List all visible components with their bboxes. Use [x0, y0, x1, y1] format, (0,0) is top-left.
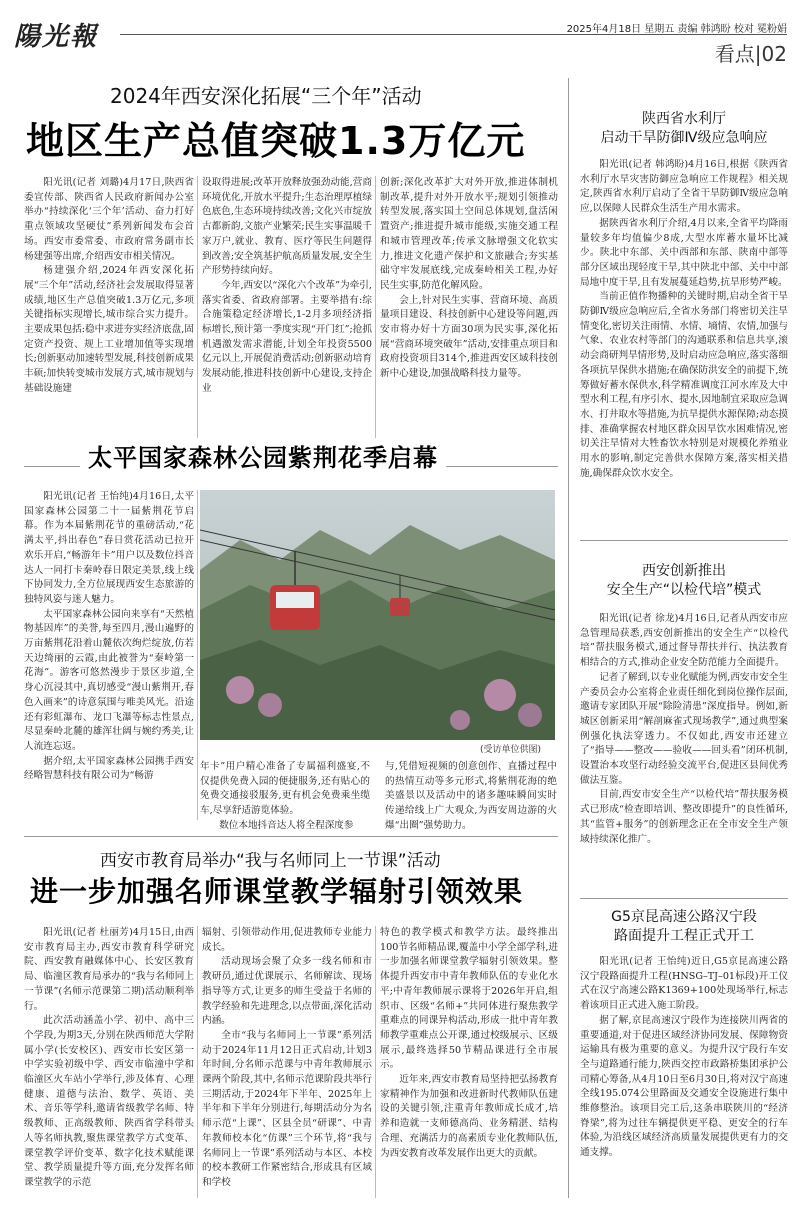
article1-kicker: 2024年西安深化拓展“三个年”活动	[110, 84, 422, 108]
article1-col1	[24, 176, 194, 461]
article1-col3-p1: 创新;深化改革扩大对外开放,推进体制机制改革,提升对外开放水平;规划引领推动转型发展,落实国土空间总体规划,盘活闲置资产;推进提升城市能级,实施交通工程和城市管理改革;传承文脉增强文化软实力,推进文化遗产保护和文旅融合;夯实基础守牢发展底线,完成秦岭相关工程,办好民生实事,防范化解风险。	[380, 177, 558, 291]
section-label: 看点|02	[714, 42, 787, 66]
side3-p1: 阳光讯(记者 王怡纯)近日,G5京昆高速公路汉宁段路面提升工程(HNSG–TJ–01标段)开工仪式在汉宁高速公路K1369+100处现场举行,标志着该项目正式进入施工阶段。	[580, 956, 788, 1012]
sidebar-section-divider	[580, 540, 788, 541]
side2-p2: 记者了解到,以专业化赋能为例,西安市安全生产委员会办公室将企业责任细化到岗位操作层面,邀请专家团队开展“除险清患”深度指导。例如,新城区创新采用“解剖麻雀式现场教学”,通过典型案例强化执法穿透力。不仅如此,西安市还建立了“指导——整改——验收——回头看”闭环机制,设置治本攻坚行动经验交流平台,促进区县间优秀做法互鉴。	[580, 671, 788, 786]
side1-body	[580, 158, 788, 536]
column-divider	[197, 176, 198, 461]
article3-kicker: 西安市教育局举办“我与名师同上一节课”活动	[100, 851, 441, 871]
sidebar-section-divider	[580, 898, 788, 899]
article3-col2-p3: 全市“我与名师同上一节课”系列活动于2024年11月12日正式启动,计划3年时间,分名师示范课与中青年教师展示课两个阶段,其中,名师示范课阶段共举行三期活动,于2024年下半年、2025年上半年和下半年分别进行,每期活动分为名师示范“上课”、区县全员“研课”、中青年教师校本化“仿课”三个环节,将“我与名师同上一节课”系列活动与本区、本校的校本教研工作紧密结合,形成具有区域和学校	[202, 1029, 372, 1188]
masthead-rule	[120, 34, 787, 35]
side3-headline	[580, 908, 788, 946]
side3-body	[580, 955, 788, 1198]
side1-p1: 阳光讯(记者 韩鸿盼)4月16日,根据《陕西省水利厅水旱灾害防御应急响应工作规程》相关规定,陕西省水利厅启动了全省干旱防御Ⅳ级应急响应,以保障人民群众生活生产用水需求。	[580, 159, 788, 215]
article2-col2-p1: 年卡”用户精心准备了专属福利盛宴,不仅提供免费入园的便捷服务,还有贴心的免费交通接驳服务,更有机会免费乘坐缆车,尽享舒适游览体验。	[200, 761, 370, 817]
side2-headline	[580, 562, 788, 600]
dateline: 2025年4月18日 星期五 责编 韩鸿盼 校对 冕粉娟	[566, 24, 787, 35]
side1-p3: 当前正值作物播种的关键时期,启动全省干旱防御Ⅳ级应急响应后,全省水务部门将密切关注旱情变化,密切关注雨情、水情、墒情、农情,加强与气象、农业农村等部门的沟通联系和信息共享,滚动会商研判旱情形势,及时启动应急响应,落实落细各项抗旱保供水措施;在确保防洪安全的前提下,统筹做好蓄水保供水,科学精准调度江河水库及大中型水利工程,有序引水、提水,因地制宜采取应急调水、打井取水等措施,为抗旱提供水源保障;动态摸排、准确掌握农村地区群众因旱饮水困难情况,密切关注旱情对大牲畜饮水特别是对规模化养殖业用水的影响,制定完善供水保障方案,落实相关措施,确保群众饮水安全。	[580, 291, 788, 479]
article2-col2-p2: 数位本地抖音达人将全程深度参	[219, 819, 354, 830]
article2-col1-p2: 太平国家森林公园向来享有“天然植物基因库”的美誉,每至四月,漫山遍野的万亩紫荆花沿着山麓依次绚烂绽放,仿若天边绮丽的云霞,由此被誉为“秦岭第一花海”。游客可悠然漫步于景区步道,全身心沉浸其中,真切感受“漫山紫荆开,春色入画来”的诗意氛围与唯美风光。沿途还有彩虹瀑布、龙口飞瀑等标志性景点,尽显秦岭北麓的雄浑壮阔与婉约秀美,让人流连忘返。	[24, 608, 194, 752]
sidebar-divider	[568, 78, 569, 1198]
photo-caption: (受访单位供图)	[480, 745, 542, 755]
article3-col1-p2: 此次活动涵盖小学、初中、高中三个学段,为期3天,分别在陕西师范大学附属小学(长安校区)、西安市长安区第一中学实验初级中学、西安市临潼中学和临潼区火车站小学举行,涉及体育、心理健康、道德与法治、数学、英语、美术、音乐等学科,邀请省级教学名师、特级教师、正高级教师、陕西省学科带头人等名师执教,聚焦课堂教学方式变革、课堂教学评价变革、数字化技术赋能课堂、教学质量提升等方面,充分发挥名师课堂教学的示范	[24, 1015, 194, 1188]
article3-col3	[380, 926, 558, 1198]
newspaper-logo: 陽光報	[14, 22, 99, 52]
article3-col3-p1: 特色的教学模式和教学方法。最终推出100节名师精品课,覆盖中小学全部学科,进一步加强名师课堂教学辐射引领效果。整体提升西安市中青年教师队伍的专业化水平;中青年教师展示课将于2026年开启,组织市、区级“名师+”共同体进行聚焦教学重难点的同课异构活动,形成一批中青年教师教学重难点公开课,通过校级展示、区级展示,最终选择50节精品课进行全市展示。	[380, 927, 558, 1071]
article3-col1-p1: 阳光讯(记者 杜丽芳)4月15日,由西安市教育局主办,西安市教育科学研究院、西安教育融媒体中心、长安区教育局、临潼区教育局承办的“我与名师同上一节课”(名师示范课第二期)活动顺利举行。	[24, 927, 194, 1012]
article3-col2-p1: 辐射、引领带动作用,促进教师专业能力成长。	[202, 927, 372, 953]
article1-headline: 地区生产总值突破1.3万亿元	[26, 119, 526, 163]
article2-col1-p1: 阳光讯(记者 王怡纯)4月16日,太平国家森林公园第二十一届紫荆花节启幕。作为本届紫荆花节的重磅活动,“花满太平,抖出春色”春日赏花活动已拉开欢乐开启,“畅游年卡”用户以及数位抖音达人一同打卡秦岭春日限定美景,线上线下协同发力,全方位展现西安生态旅游的独特风姿与迷人魅力。	[24, 491, 194, 605]
mountain-cable-car-image	[200, 490, 555, 740]
article2-headline: 太平国家森林公园紫荆花季启幕	[80, 438, 446, 473]
article3-col1	[24, 926, 194, 1198]
side1-headline-line2: 启动干旱防御Ⅳ级应急响应	[600, 129, 768, 146]
article2-col1	[24, 490, 194, 820]
side3-headline-line2: 路面提升工程正式开工	[614, 927, 754, 944]
cable-car-photo	[200, 490, 555, 740]
article3-col2-p2: 活动现场会聚了众多一线名师和市教研员,通过优课展示、名师解读、现场指导等方式,让更多的师生受益于名师的教学经验和先进理念,以点带面,深化活动内涵。	[202, 956, 372, 1027]
column-divider	[197, 926, 198, 1198]
side1-p2: 据陕西省水利厅介绍,4月以来,全省平均降雨量较多年均值偏少8成,大型水库蓄水量坏比减少。陕北中东部、关中西部和东部、陕南中部等部分区域出现轻度干旱,其中陕北中部、关中中部局地中度干旱,且有发展蔓延趋势,抗旱形势严峻。	[580, 217, 788, 288]
article3-headline: 进一步加强名师课堂教学辐射引领效果	[30, 875, 524, 908]
article1-col2-p1: 设取得进展;改革开放释放强劲动能,营商环境优化,开放水平提升;生态治理厚植绿色底色,生态环境持续改善;文化兴市绽放古都新韵,文旅产业繁荣;民生实事温暖千家万户,就业、教育、医疗等民生问题得到改善;安全筑基护航高质量发展,安全生产形势持续向好。	[202, 177, 372, 277]
article1-col3-p2: 会上,针对民生实事、营商环境、高质量项目建设、科技创新中心建设等问题,西安市将办好十方面30项为民实事,深化拓展“营商环境突破年”活动,安排重点项目和政府投资项目314个,推进西安区域科技创新中心建设,加强战略科技力量等。	[380, 294, 558, 380]
side1-headline-line1: 陕西省水利厅	[642, 111, 726, 127]
article1-col1-p1: 阳光讯(记者 刘璐)4月17日,陕西省委宣传部、陕西省人民政府新闻办公室举办“持续深化‘三个年’活动、奋力打好重点领域攻坚硬仗”系列新闻发布会首场。西安市委常委、市政府常务副市长杨建强等出席,介绍西安市相关情况。	[24, 177, 194, 262]
column-divider	[197, 490, 198, 820]
article2-col3-p1: 与,凭借短视频的创意创作、直播过程中的热情互动等多元形式,将紫荆花海的绝美盛景以及活动中的诸多趣味瞬间实时传递给线上广大观众,为西安周边游的火爆“出圈”强势助力。	[385, 761, 557, 830]
side2-p1: 阳光讯(记者 徐龙)4月16日,记者从西安市应急管理局获悉,西安创新推出的安全生产“以检代培”帮扶服务模式,通过督导帮扶并行、执法教育相结合的方式,推动企业安全防范能力全面提升。	[580, 613, 788, 669]
article2-col1-p3: 据介绍,太平国家森林公园携手西安经略智慧科技有限公司为“畅游	[24, 755, 194, 782]
article3-col2	[202, 926, 372, 1198]
article1-col2-p2: 今年,西安以“深化六个改革”为牵引,落实省委、省政府部署。主要举措有:综合施策稳定经济增长,1-2月多项经济指标增长,预计第一季度实现“开门红”;抢抓机遇激发需求潜能,计划全年投资5500亿元以上,开展促消费活动;创新驱动培育发展动能,推进科技创新中心建设,支持企业	[202, 279, 372, 394]
article1-col3	[380, 176, 558, 461]
side3-p2: 据了解,京昆高速汉宁段作为连接陕川两省的重要通道,对于促进区域经济协同发展、保障物资运输具有极为重要的意义。为提升汉宁段行车安全与道路通行能力,陕西交控市政路桥集团承护公司精心筹备,从4月10日至6月30日,将对汉宁高速全线195.074公里路面及交通安全设施进行集中维修整治。该项目完工后,这条串联陕川的“经济脊梁”,将为过往车辆提供更平稳、更安全的行车体验,为沿线区域经济高质量发展提供更有力的交通支撑。	[580, 1014, 788, 1159]
side2-headline-line2: 安全生产“以检代培”模式	[606, 581, 762, 598]
column-divider	[375, 926, 376, 1198]
article1-col1-p2: 杨建强介绍,2024年西安深化拓展“三个年”活动,经济社会发展取得显著成绩,地区生产总值突破1.3万亿元,多项关键指标实现增长,城市综合实力提升。主要成果包括:稳中求进夯实经济底盘,固定资产投资、规上工业增加值等实现增长;创新驱动加速转型发展,科技创新成果丰硕;加快转变城市发展方式,城市规划与基础设施建	[24, 265, 194, 394]
side3-headline-line1: G5京昆高速公路汉宁段	[611, 909, 757, 925]
side2-headline-line1: 西安创新推出	[642, 563, 726, 579]
article2-col2	[200, 760, 370, 830]
column-divider	[375, 176, 376, 461]
article1-col2	[202, 176, 372, 461]
side2-p3: 目前,西安市安全生产“以检代培”帮扶服务模式已形成“检查即培训、整改即提升”的良性循环,其“监管+服务”的创新理念正在全市安全生产领域持续深化推广。	[580, 789, 788, 845]
side2-body	[580, 612, 788, 894]
section-divider	[24, 836, 558, 837]
masthead	[0, 0, 799, 66]
article3-col3-p2: 近年来,西安市教育局坚持把弘扬教育家精神作为加强和改进新时代教师队伍建设的关键引领,注重青年教师成长成才,培养和造就一支师德高尚、业务精湛、结构合理、充满活力的高素质专业化教师队伍,为西安教育改革发展作出更大的贡献。	[380, 1074, 558, 1159]
side1-headline	[580, 110, 788, 148]
article2-col3	[385, 760, 557, 830]
